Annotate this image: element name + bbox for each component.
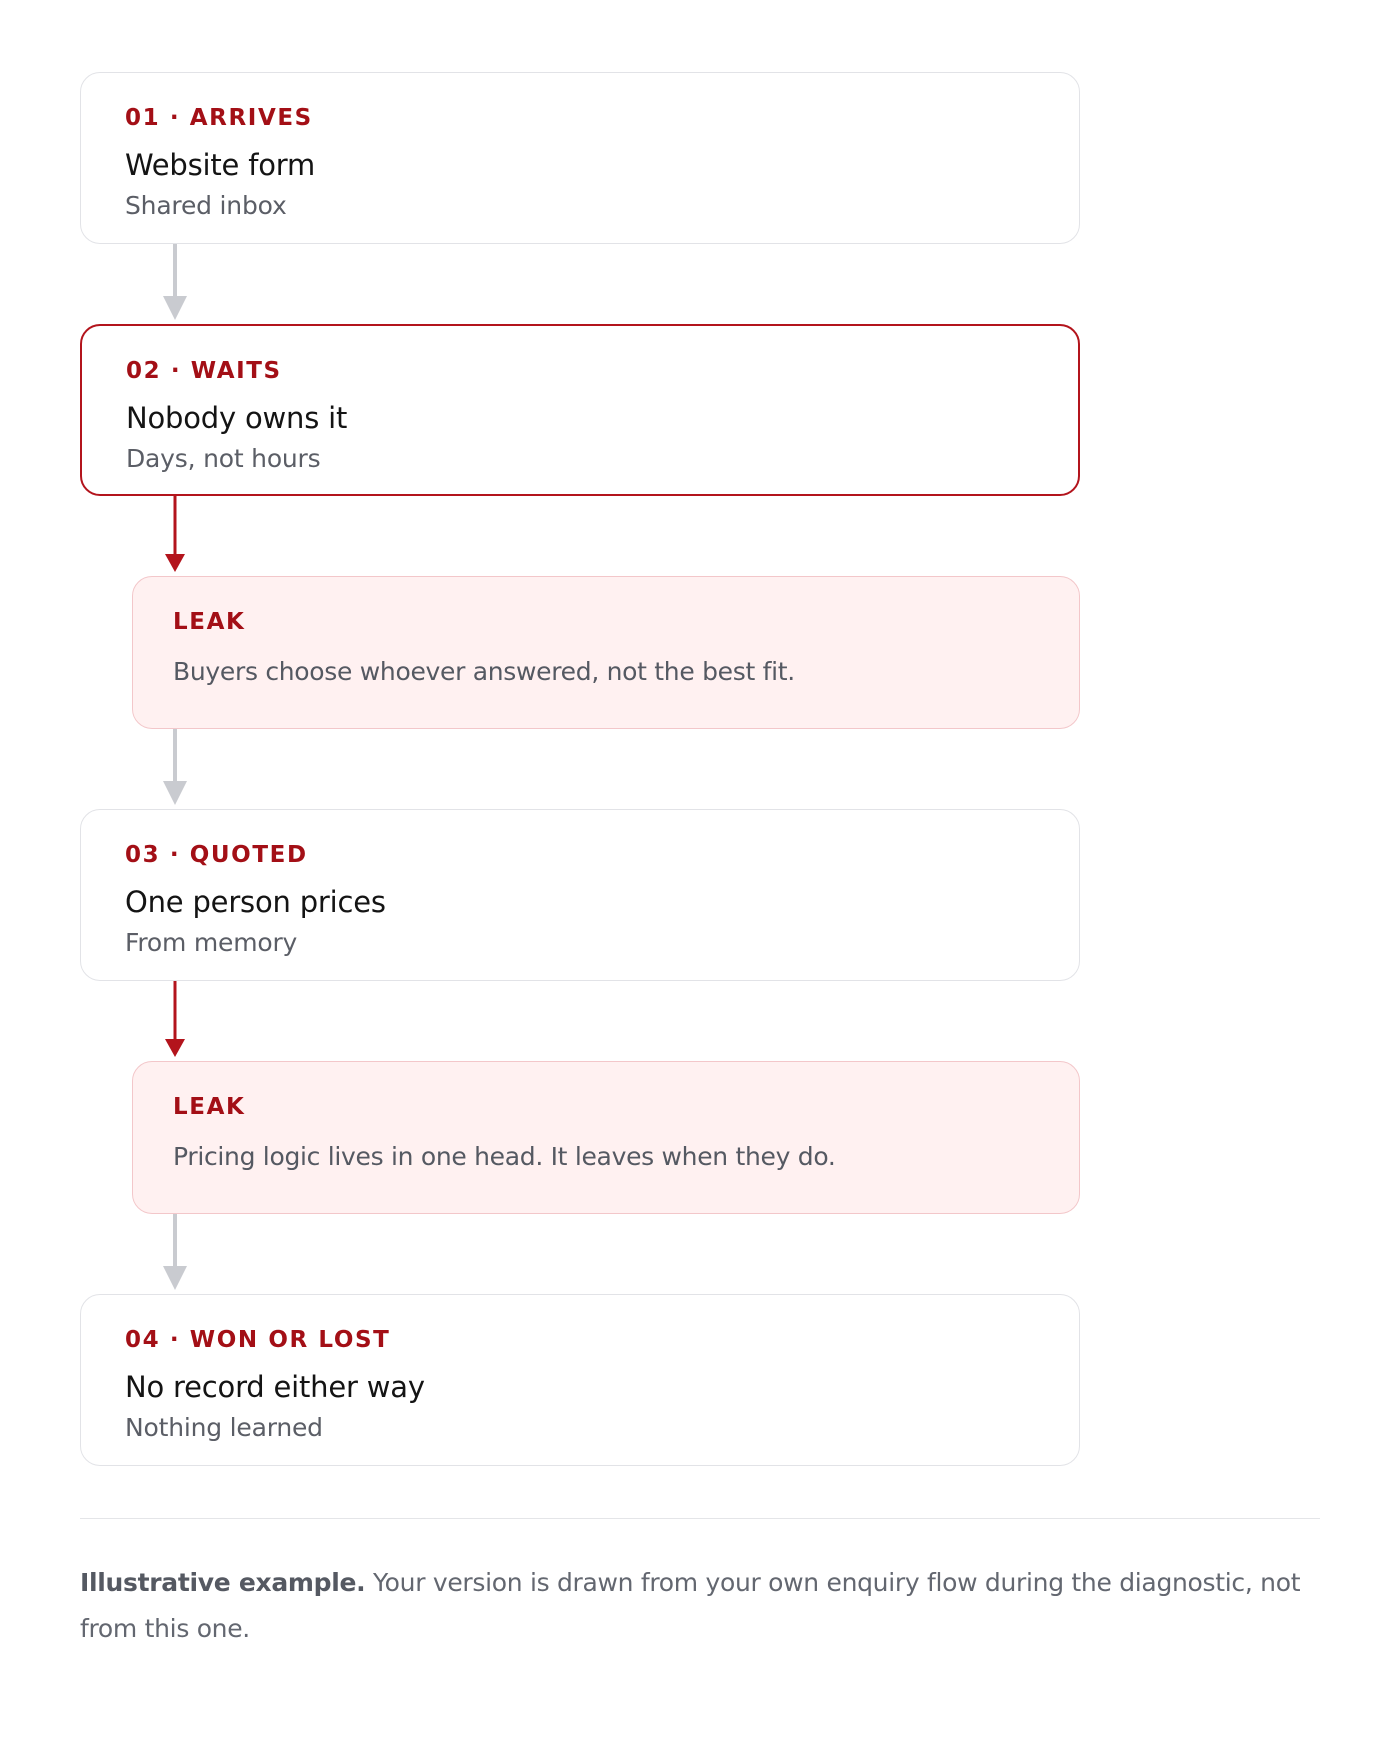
step-subtitle: Shared inbox — [125, 191, 287, 220]
step-title: No record either way — [125, 1370, 425, 1404]
leak-callout — [132, 1061, 1080, 1214]
leak-callout — [132, 576, 1080, 729]
flow-arrow-red — [80, 496, 1080, 576]
arrow-down-icon — [160, 729, 190, 809]
arrow-down-icon — [160, 981, 190, 1061]
step-card-won-or-lost — [80, 1294, 1080, 1466]
footnote-text: Your version is drawn from your own enquiry flow during the diagnostic, not from this one. — [80, 1568, 1301, 1643]
step-title: Nobody owns it — [126, 401, 348, 435]
flow-arrow-red — [80, 981, 1080, 1061]
enquiry-flow-diagram — [80, 72, 1080, 1466]
step-kicker: 02 · WAITS — [126, 358, 282, 384]
step-kicker: 04 · WON OR LOST — [125, 1327, 391, 1353]
flow-arrow-neutral — [80, 729, 1080, 809]
leak-kicker: LEAK — [173, 609, 246, 635]
step-card-waits — [80, 324, 1080, 496]
step-title: One person prices — [125, 885, 386, 919]
flow-arrow-neutral — [80, 1214, 1080, 1294]
step-subtitle: From memory — [125, 928, 298, 957]
step-kicker: 03 · QUOTED — [125, 842, 308, 868]
arrow-down-icon — [160, 244, 190, 324]
leak-text: Buyers choose whoever answered, not the best fit. — [173, 657, 795, 686]
step-card-arrives — [80, 72, 1080, 244]
step-kicker: 01 · ARRIVES — [125, 105, 313, 131]
leak-kicker: LEAK — [173, 1094, 246, 1120]
divider — [80, 1518, 1320, 1519]
step-subtitle: Nothing learned — [125, 1413, 323, 1442]
footnote — [80, 1560, 1320, 1652]
arrow-down-icon — [160, 496, 190, 576]
arrow-down-icon — [160, 1214, 190, 1294]
leak-text: Pricing logic lives in one head. It leaves when they do. — [173, 1142, 836, 1171]
step-subtitle: Days, not hours — [126, 444, 321, 473]
footnote-bold: Illustrative example. — [80, 1568, 366, 1597]
step-card-quoted — [80, 809, 1080, 981]
flow-arrow-neutral — [80, 244, 1080, 324]
step-title: Website form — [125, 148, 316, 182]
